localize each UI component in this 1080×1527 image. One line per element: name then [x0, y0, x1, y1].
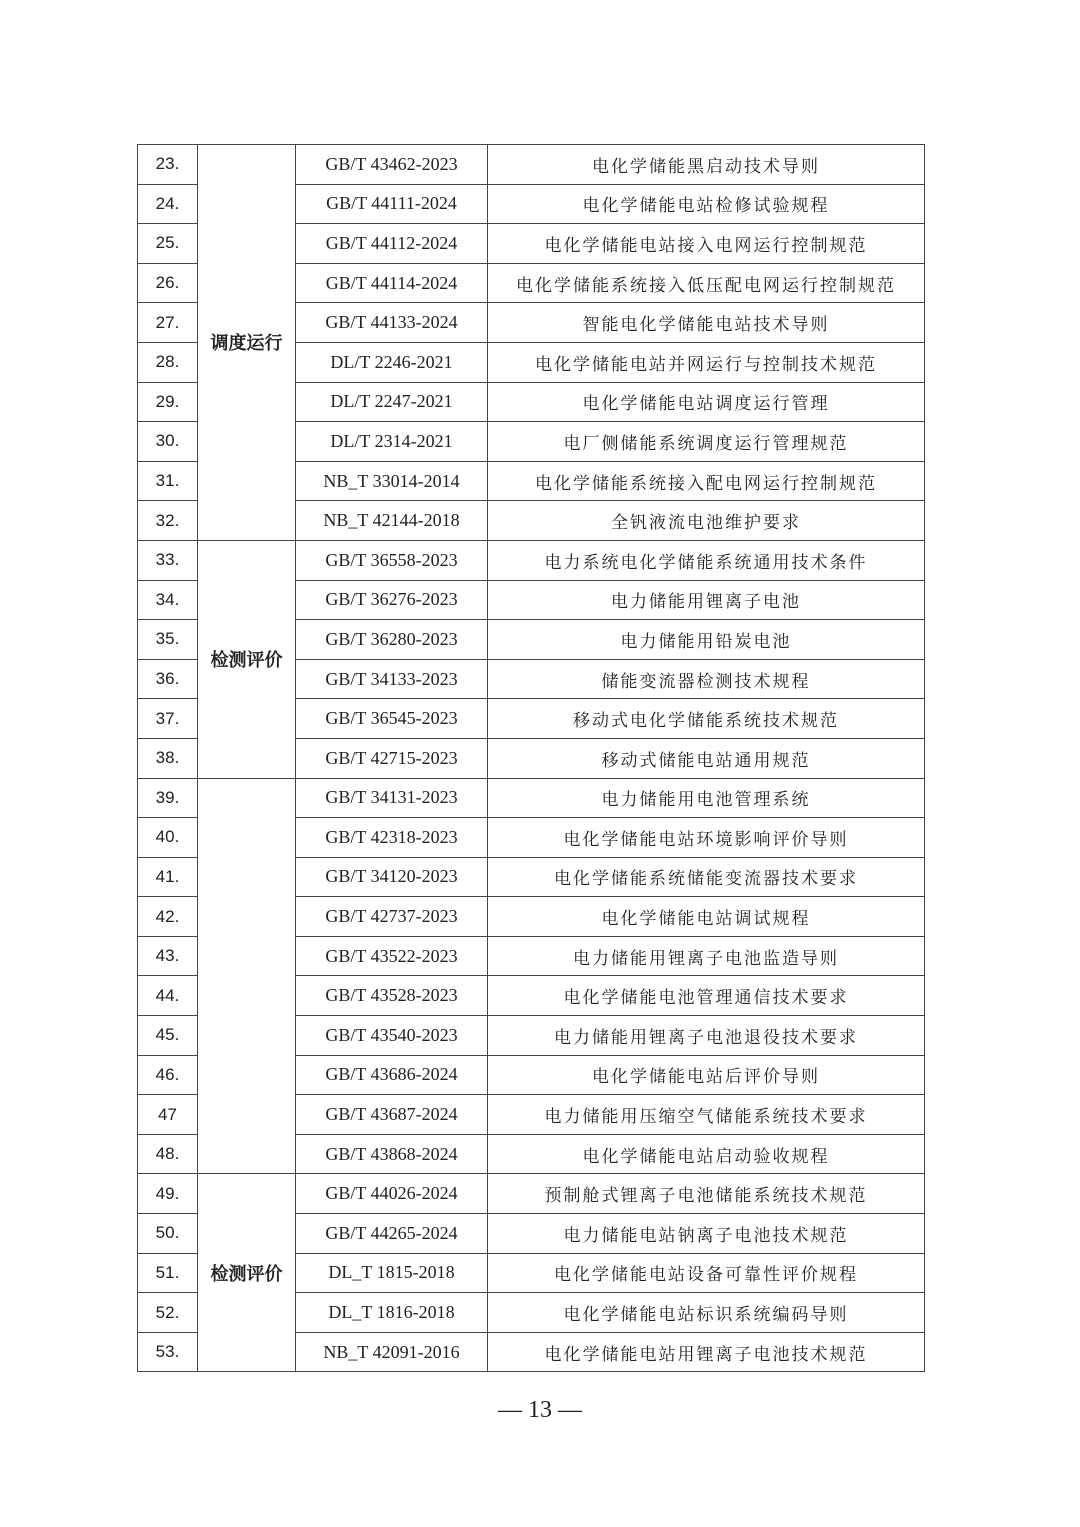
standard-code-cell: GB/T 43540-2023 [296, 1016, 488, 1056]
standard-name-cell: 电化学储能电站检修试验规程 [488, 184, 925, 224]
standard-code-cell: GB/T 44026-2024 [296, 1174, 488, 1214]
standard-name-cell: 移动式电化学储能系统技术规范 [488, 699, 925, 739]
standard-code-cell: NB_T 33014-2014 [296, 461, 488, 501]
row-number-cell: 24. [138, 184, 198, 224]
table-row [138, 145, 925, 185]
standard-name-cell: 电化学储能系统接入低压配电网运行控制规范 [488, 263, 925, 303]
page-number: — 13 — [498, 1397, 582, 1423]
standard-name-cell: 电化学储能系统接入配电网运行控制规范 [488, 461, 925, 501]
standards-table [137, 144, 925, 1372]
row-number-cell: 27. [138, 303, 198, 343]
standard-name-cell: 电化学储能电站接入电网运行控制规范 [488, 224, 925, 264]
row-number-cell: 30. [138, 422, 198, 462]
standard-code-cell: NB_T 42144-2018 [296, 501, 488, 541]
row-number-cell: 46. [138, 1055, 198, 1095]
row-number-cell: 33. [138, 540, 198, 580]
row-number-cell: 40. [138, 818, 198, 858]
standard-code-cell: GB/T 44114-2024 [296, 263, 488, 303]
standard-name-cell: 预制舱式锂离子电池储能系统技术规范 [488, 1174, 925, 1214]
row-number-cell: 47 [138, 1095, 198, 1135]
row-number-cell: 39. [138, 778, 198, 818]
category-cell: 检测评价 [198, 1174, 296, 1372]
row-number-cell: 41. [138, 857, 198, 897]
row-number-cell: 31. [138, 461, 198, 501]
row-number-cell: 50. [138, 1214, 198, 1254]
standard-name-cell: 电化学储能黑启动技术导则 [488, 145, 925, 185]
standard-code-cell: GB/T 42715-2023 [296, 738, 488, 778]
row-number-cell: 42. [138, 897, 198, 937]
standard-code-cell: GB/T 36558-2023 [296, 540, 488, 580]
standard-code-cell: GB/T 43522-2023 [296, 936, 488, 976]
row-number-cell: 48. [138, 1134, 198, 1174]
category-cell [198, 778, 296, 1174]
standard-name-cell: 电力系统电化学储能系统通用技术条件 [488, 540, 925, 580]
row-number-cell: 28. [138, 342, 198, 382]
standard-code-cell: GB/T 44111-2024 [296, 184, 488, 224]
standard-name-cell: 全钒液流电池维护要求 [488, 501, 925, 541]
row-number-cell: 52. [138, 1293, 198, 1333]
standard-code-cell: GB/T 34133-2023 [296, 659, 488, 699]
standard-code-cell: GB/T 36280-2023 [296, 620, 488, 660]
standard-code-cell: DL/T 2247-2021 [296, 382, 488, 422]
standard-name-cell: 电化学储能电站调试规程 [488, 897, 925, 937]
row-number-cell: 43. [138, 936, 198, 976]
row-number-cell: 51. [138, 1253, 198, 1293]
standard-name-cell: 电力储能用锂离子电池退役技术要求 [488, 1016, 925, 1056]
standard-name-cell: 电化学储能系统储能变流器技术要求 [488, 857, 925, 897]
row-number-cell: 32. [138, 501, 198, 541]
standard-code-cell: GB/T 42737-2023 [296, 897, 488, 937]
row-number-cell: 44. [138, 976, 198, 1016]
table-row [138, 778, 925, 818]
standard-name-cell: 电化学储能电池管理通信技术要求 [488, 976, 925, 1016]
standard-code-cell: GB/T 44133-2024 [296, 303, 488, 343]
standard-name-cell: 电化学储能电站后评价导则 [488, 1055, 925, 1095]
standard-code-cell: GB/T 42318-2023 [296, 818, 488, 858]
row-number-cell: 45. [138, 1016, 198, 1056]
row-number-cell: 37. [138, 699, 198, 739]
standard-name-cell: 电力储能电站钠离子电池技术规范 [488, 1214, 925, 1254]
standard-code-cell: GB/T 44112-2024 [296, 224, 488, 264]
standard-code-cell: GB/T 43528-2023 [296, 976, 488, 1016]
standard-name-cell: 储能变流器检测技术规程 [488, 659, 925, 699]
standard-name-cell: 电力储能用铅炭电池 [488, 620, 925, 660]
standard-name-cell: 电化学储能电站标识系统编码导则 [488, 1293, 925, 1333]
row-number-cell: 49. [138, 1174, 198, 1214]
standard-name-cell: 电化学储能电站用锂离子电池技术规范 [488, 1332, 925, 1372]
row-number-cell: 34. [138, 580, 198, 620]
table-row [138, 1174, 925, 1214]
row-number-cell: 35. [138, 620, 198, 660]
row-number-cell: 25. [138, 224, 198, 264]
standard-name-cell: 移动式储能电站通用规范 [488, 738, 925, 778]
standard-code-cell: DL/T 2314-2021 [296, 422, 488, 462]
standards-table-body [138, 145, 925, 1372]
standard-name-cell: 电力储能用压缩空气储能系统技术要求 [488, 1095, 925, 1135]
standard-code-cell: GB/T 36276-2023 [296, 580, 488, 620]
row-number-cell: 26. [138, 263, 198, 303]
table-row [138, 540, 925, 580]
standard-name-cell: 电力储能用电池管理系统 [488, 778, 925, 818]
category-cell: 调度运行 [198, 145, 296, 541]
standard-name-cell: 电化学储能电站并网运行与控制技术规范 [488, 342, 925, 382]
standard-name-cell: 电化学储能电站调度运行管理 [488, 382, 925, 422]
standard-name-cell: 电力储能用锂离子电池 [488, 580, 925, 620]
standard-name-cell: 电厂侧储能系统调度运行管理规范 [488, 422, 925, 462]
category-cell: 检测评价 [198, 540, 296, 778]
standard-code-cell: GB/T 34120-2023 [296, 857, 488, 897]
row-number-cell: 29. [138, 382, 198, 422]
standard-code-cell: GB/T 34131-2023 [296, 778, 488, 818]
standard-code-cell: GB/T 36545-2023 [296, 699, 488, 739]
standard-code-cell: GB/T 43868-2024 [296, 1134, 488, 1174]
standard-code-cell: GB/T 43462-2023 [296, 145, 488, 185]
standard-name-cell: 电化学储能电站环境影响评价导则 [488, 818, 925, 858]
standard-code-cell: NB_T 42091-2016 [296, 1332, 488, 1372]
standard-name-cell: 电化学储能电站设备可靠性评价规程 [488, 1253, 925, 1293]
row-number-cell: 53. [138, 1332, 198, 1372]
standard-code-cell: DL/T 2246-2021 [296, 342, 488, 382]
standard-name-cell: 智能电化学储能电站技术导则 [488, 303, 925, 343]
row-number-cell: 38. [138, 738, 198, 778]
standard-code-cell: GB/T 43687-2024 [296, 1095, 488, 1135]
standard-code-cell: DL_T 1816-2018 [296, 1293, 488, 1333]
row-number-cell: 23. [138, 145, 198, 185]
standard-name-cell: 电化学储能电站启动验收规程 [488, 1134, 925, 1174]
standard-code-cell: GB/T 43686-2024 [296, 1055, 488, 1095]
standard-code-cell: GB/T 44265-2024 [296, 1214, 488, 1254]
row-number-cell: 36. [138, 659, 198, 699]
standard-code-cell: DL_T 1815-2018 [296, 1253, 488, 1293]
standard-name-cell: 电力储能用锂离子电池监造导则 [488, 936, 925, 976]
